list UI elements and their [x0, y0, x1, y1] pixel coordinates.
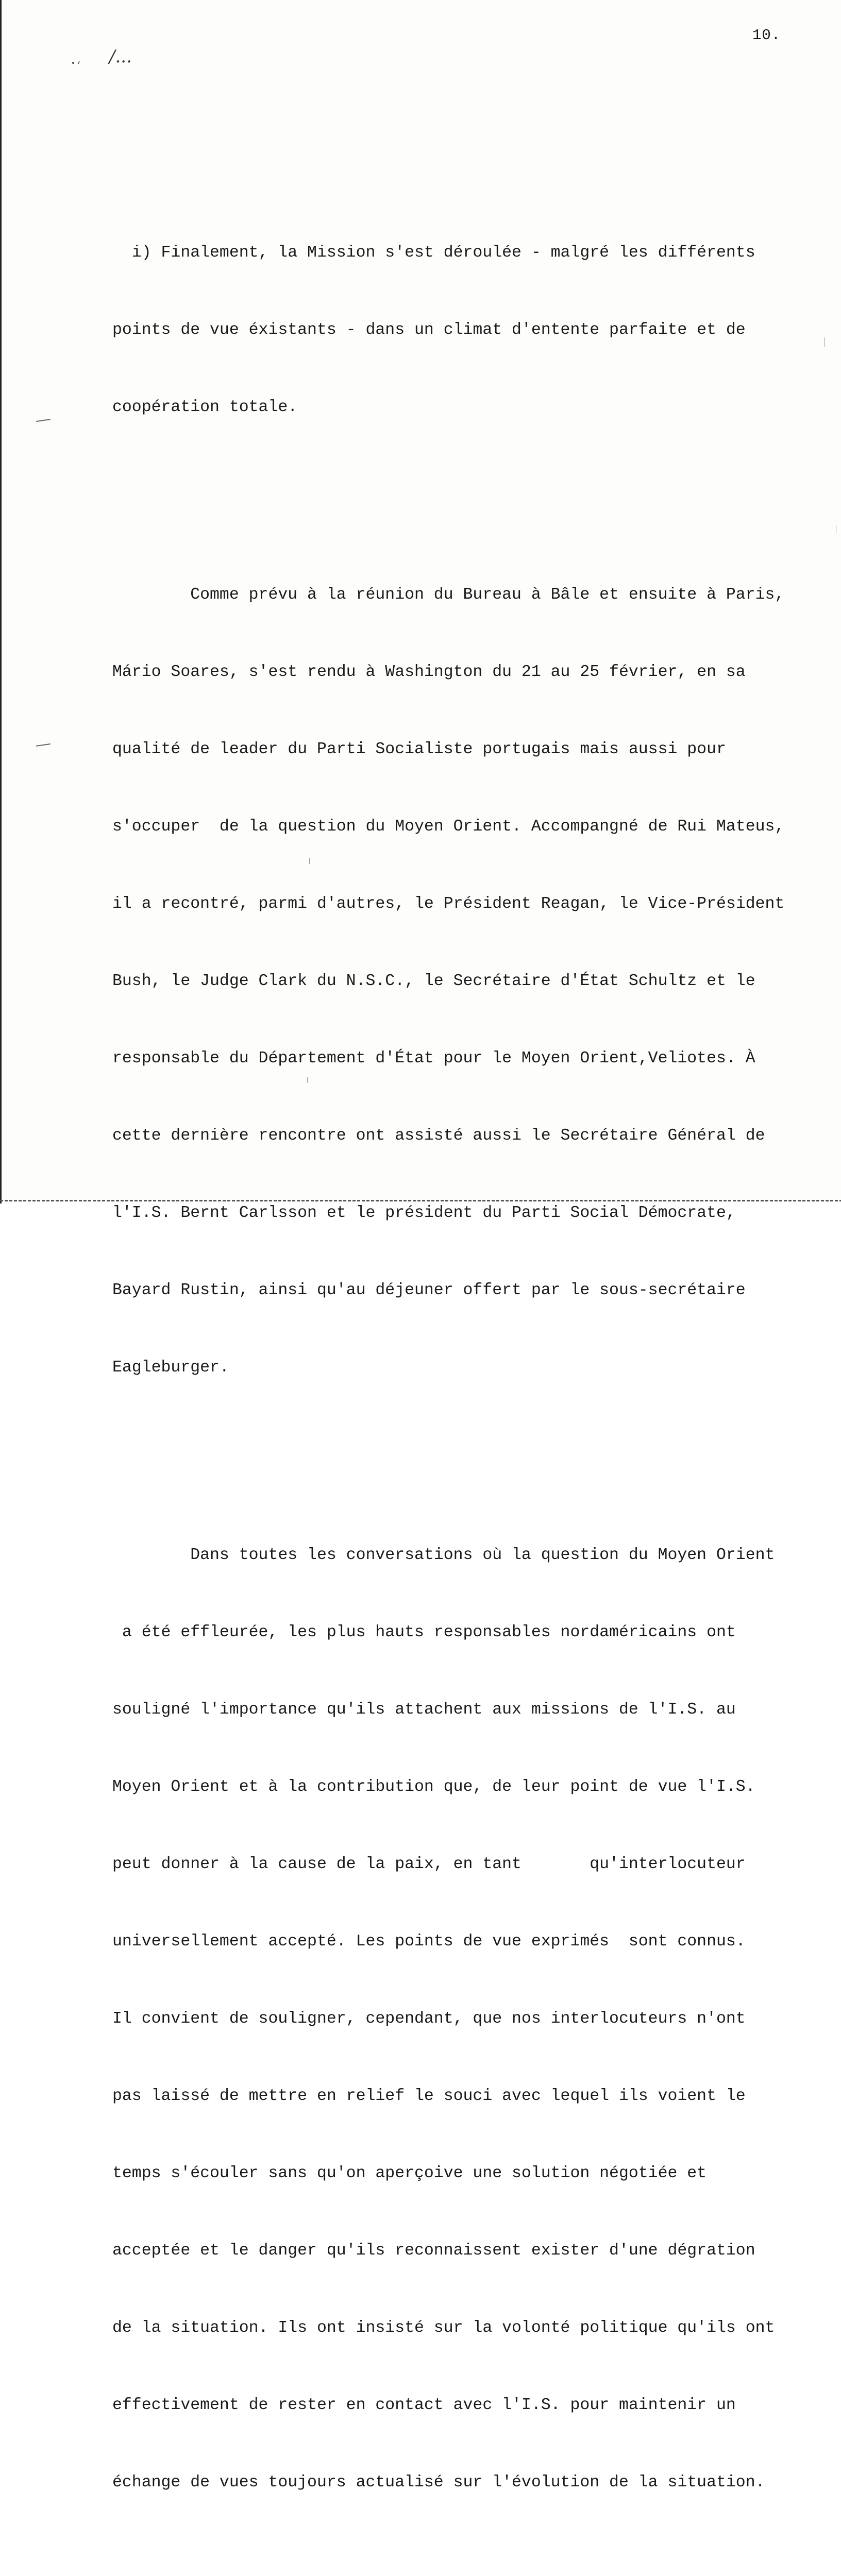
- text-line: Dans toutes les conversations où la question du Moyen Orient: [112, 1546, 775, 1564]
- text-line: souligné l'importance qu'ils attachent aux missions de l'I.S. au: [112, 1701, 736, 1719]
- paragraph-finalement: [112, 189, 834, 472]
- text-line: de la situation. Ils ont insisté sur la volonté politique qu'ils ont: [112, 2319, 775, 2337]
- paragraph-washington-visit: [112, 531, 834, 1432]
- text-line: Comme prévu à la réunion du Bureau à Bâle et ensuite à Paris,: [112, 586, 785, 604]
- text-line: temps s'écouler sans qu'on aperçoive une solution négotiée et: [112, 2164, 707, 2182]
- text-line: qualité de leader du Parti Socialiste portugais mais aussi pour: [112, 740, 726, 758]
- scan-edge-left: [0, 0, 2, 1204]
- text-line: Moyen Orient et à la contribution que, de leur point de vue l'I.S.: [112, 1778, 755, 1796]
- text-line: échange de vues toujours actualisé sur l'évolution de la situation.: [112, 2473, 765, 2492]
- text-line: Eagleburger.: [112, 1359, 229, 1377]
- stray-mark-icon: [71, 61, 85, 65]
- text-line: Il convient de souligner, cependant, que nos interlocuteurs n'ont: [112, 2010, 746, 2028]
- text-line: il a recontré, parmi d'autres, le Président Reagan, le Vice-Président: [112, 895, 785, 913]
- text-line: l'I.S. Bernt Carlsson et le président du Parti Social Démocrate,: [112, 1204, 736, 1222]
- paragraph-conversations: [112, 1491, 834, 2547]
- text-line: s'occuper de la question du Moyen Orient. Accompangné de Rui Mateus,: [112, 818, 785, 836]
- text-line: Bush, le Judge Clark du N.S.C., le Secrétaire d'État Schultz et le: [112, 972, 755, 990]
- text-line: responsable du Département d'État pour le Moyen Orient,Veliotes. À: [112, 1049, 755, 1067]
- continuation-mark: /...: [109, 46, 132, 67]
- text-line: Bayard Rustin, ainsi qu'au déjeuner offert par le sous-secrétaire: [112, 1281, 746, 1299]
- text-line: peut donner à la cause de la paix, en tant qu'interlocuteur: [112, 1855, 746, 1873]
- text-line: i) Finalement, la Mission s'est déroulée - malgré les différents: [112, 244, 755, 262]
- margin-mark: [36, 419, 51, 422]
- margin-mark: [36, 743, 51, 747]
- body-text: [112, 137, 834, 2576]
- text-line: a été effleurée, les plus hauts responsables nordaméricains ont: [112, 1623, 736, 1641]
- text-line: cette dernière rencontre ont assisté aussi le Secrétaire Général de: [112, 1127, 765, 1145]
- text-line: universellement accepté. Les points de vue exprimés sont connus.: [112, 1933, 746, 1951]
- text-line: coopération totale.: [112, 398, 298, 416]
- text-line: points de vue éxistants - dans un climat d'entente parfaite et de: [112, 321, 746, 339]
- text-line: pas laissé de mettre en relief le souci avec lequel ils voient le: [112, 2087, 746, 2105]
- text-line: effectivement de rester en contact avec l'I.S. pour maintenir un: [112, 2396, 736, 2414]
- text-line: Mário Soares, s'est rendu à Washington du 21 au 25 février, en sa: [112, 663, 746, 681]
- page-number: 10.: [752, 27, 781, 44]
- text-line: acceptée et le danger qu'ils reconnaissent exister d'une dégration: [112, 2242, 755, 2260]
